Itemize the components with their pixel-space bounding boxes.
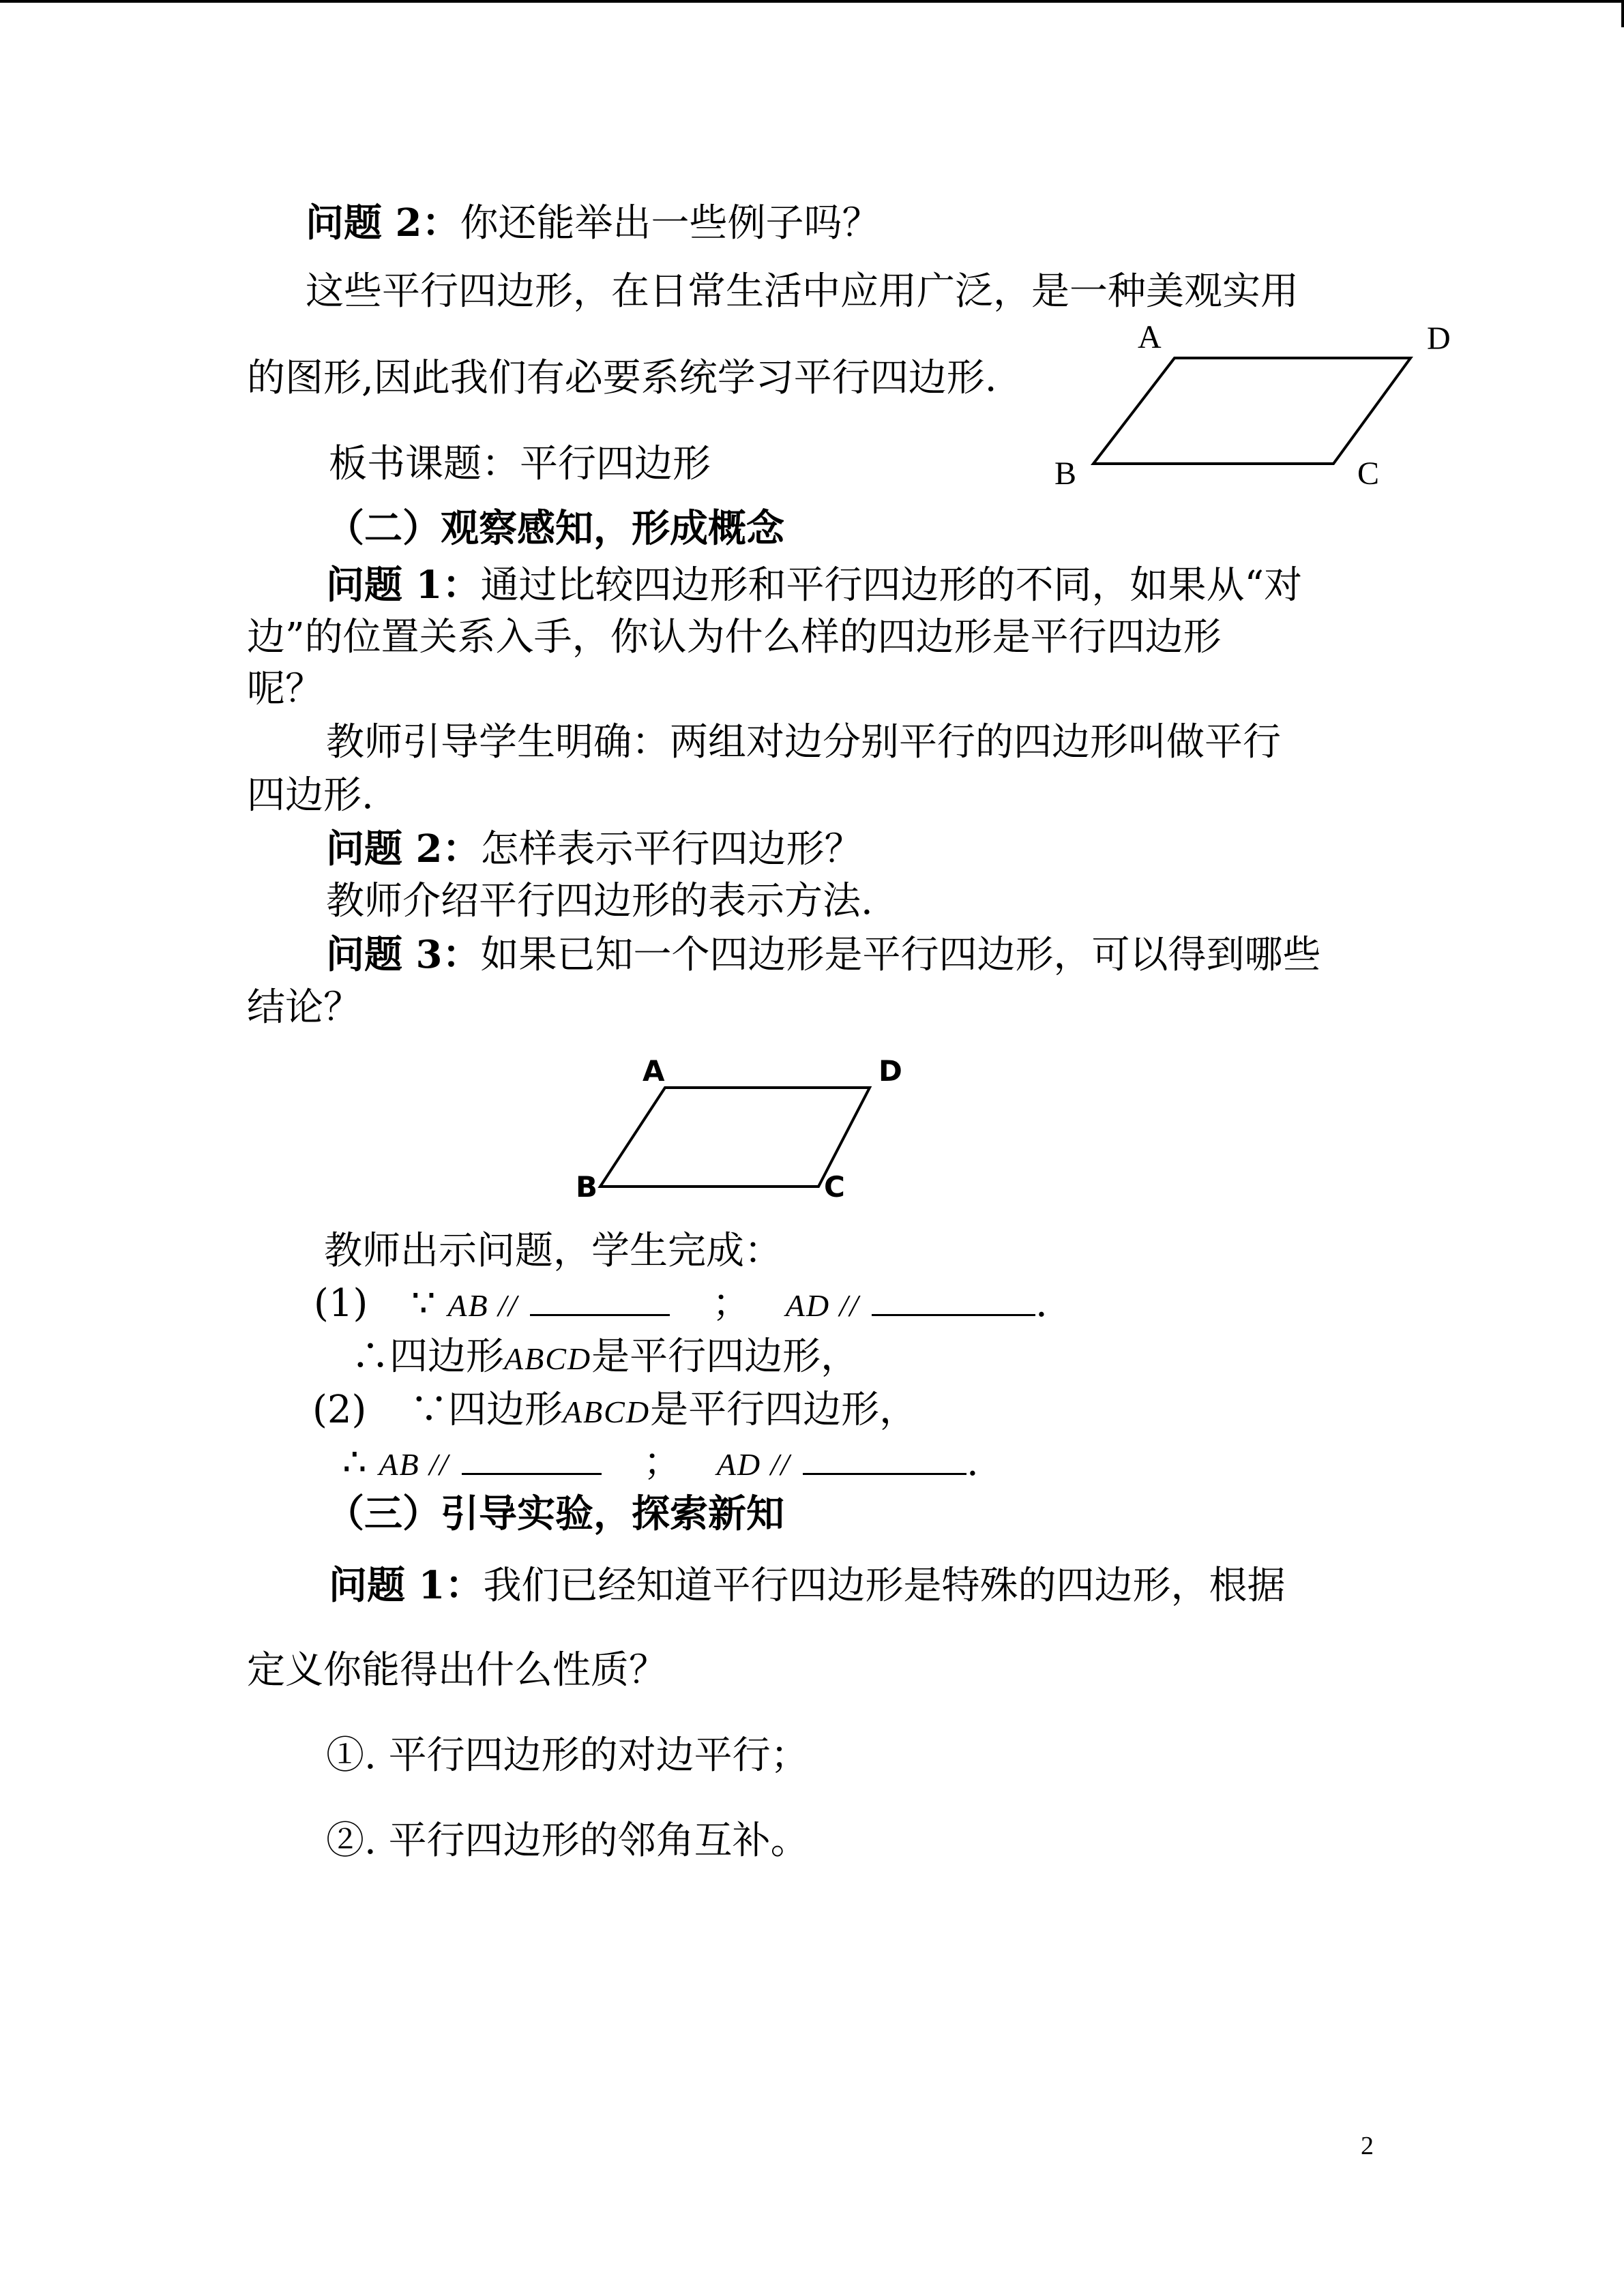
because-symbol: ∵ xyxy=(409,1388,448,1432)
section-heading-2: （二）观察感知，形成概念 xyxy=(326,506,784,551)
answer-blank[interactable] xyxy=(462,1442,602,1475)
question-label: 问题 3： xyxy=(326,932,481,977)
paragraph-line: 这些平行四边形，在日常生活中应用广泛，是一种美观实用 xyxy=(306,269,1299,314)
answer-blank[interactable] xyxy=(530,1283,670,1316)
semicolon: ； xyxy=(712,1281,751,1326)
paragraph-line: 的图形,因此我们有必要系统学习平行四边形. xyxy=(247,356,997,400)
page-right-border xyxy=(1621,0,1624,27)
question-label: 问题 2： xyxy=(326,826,481,871)
exercise-2-line-1 xyxy=(312,1386,917,1436)
vertex-label-c: C xyxy=(1357,456,1380,492)
answer-blank[interactable] xyxy=(803,1442,966,1475)
because-symbol: ∵ xyxy=(411,1281,436,1326)
paragraph-line: 四边形. xyxy=(247,773,374,818)
answer-blank[interactable] xyxy=(872,1283,1035,1316)
math-ab-parallel: AB // xyxy=(379,1447,449,1482)
math-ab-parallel: AB // xyxy=(447,1288,518,1323)
quad-prefix: 四边形 xyxy=(447,1388,563,1432)
question-label: 问题 2： xyxy=(306,200,460,245)
math-abcd: ABCD xyxy=(562,1395,651,1429)
question-2-intro xyxy=(306,199,880,248)
paragraph-line: 边”的位置关系入手，你认为什么样的四边形是平行四边形 xyxy=(247,615,1222,659)
question-label: 问题 1： xyxy=(326,563,481,608)
paragraph-line: 教师引导学生明确：两组对边分别平行的四边形叫做平行 xyxy=(326,720,1281,764)
paragraph-line: 呢？ xyxy=(247,667,323,711)
therefore-symbol: ∴ xyxy=(342,1440,367,1485)
question-text: 我们已经知道平行四边形是特殊的四边形，根据 xyxy=(483,1564,1286,1608)
vertex-label-a: A xyxy=(1138,320,1162,355)
vertex-label-d: D xyxy=(879,1054,902,1088)
vertex-label-b: B xyxy=(1054,456,1077,492)
parallelogram-figure-2 xyxy=(566,1054,921,1204)
property-1: ①. 平行四边形的对边平行； xyxy=(326,1733,809,1778)
question-1 xyxy=(326,561,1302,610)
vertex-label-a: A xyxy=(643,1054,665,1088)
exercise-number: (2) xyxy=(312,1388,367,1432)
page-number: 2 xyxy=(1361,2132,1374,2160)
conclusion-text: 是平行四边形， xyxy=(650,1388,918,1432)
property-2: ②. 平行四边形的邻角互补。 xyxy=(326,1819,809,1863)
paragraph-line: 教师介绍平行四边形的表示方法. xyxy=(326,879,873,923)
vertex-label-b: B xyxy=(576,1170,598,1204)
math-abcd: ABCD xyxy=(504,1341,592,1376)
page-top-border xyxy=(0,0,1624,3)
exercise-1-line-2 xyxy=(351,1333,859,1383)
paragraph-line: 结论？ xyxy=(247,985,361,1030)
paragraph-line: 教师出示问题，学生完成： xyxy=(324,1229,782,1273)
question-text: 如果已知一个四边形是平行四边形，可以得到哪些 xyxy=(480,933,1321,977)
question-text: 你还能举出一些例子吗？ xyxy=(460,201,881,245)
section-heading-3: （三）引导实验，探索新知 xyxy=(326,1491,784,1536)
exercise-1-line-1 xyxy=(314,1280,1048,1330)
blackboard-title: 板书课题：平行四边形 xyxy=(329,442,711,486)
semicolon: ； xyxy=(643,1440,682,1485)
question-1-properties xyxy=(329,1562,1285,1610)
vertex-label-c: C xyxy=(824,1170,845,1204)
parallelogram-shape xyxy=(1093,358,1411,464)
question-text: 怎样表示平行四边形？ xyxy=(480,827,863,871)
period: . xyxy=(1035,1281,1048,1326)
period: . xyxy=(966,1440,979,1485)
question-3 xyxy=(326,931,1320,979)
exercise-number: (1) xyxy=(314,1281,368,1326)
conclusion-text: 是平行四边形， xyxy=(591,1335,859,1379)
question-label: 问题 1： xyxy=(329,1563,484,1608)
quad-prefix: 四边形 xyxy=(389,1335,504,1379)
vertex-label-d: D xyxy=(1427,320,1451,357)
question-text: 通过比较四边形和平行四边形的不同，如果从“对 xyxy=(480,563,1303,608)
therefore-symbol: ∴ xyxy=(351,1335,389,1379)
parallelogram-figure-1 xyxy=(1050,320,1473,498)
question-2 xyxy=(326,825,862,874)
math-ad-parallel: AD // xyxy=(785,1288,860,1323)
math-ad-parallel: AD // xyxy=(716,1447,791,1482)
paragraph-line: 定义你能得出什么性质？ xyxy=(247,1648,667,1693)
exercise-2-line-2 xyxy=(342,1439,979,1489)
